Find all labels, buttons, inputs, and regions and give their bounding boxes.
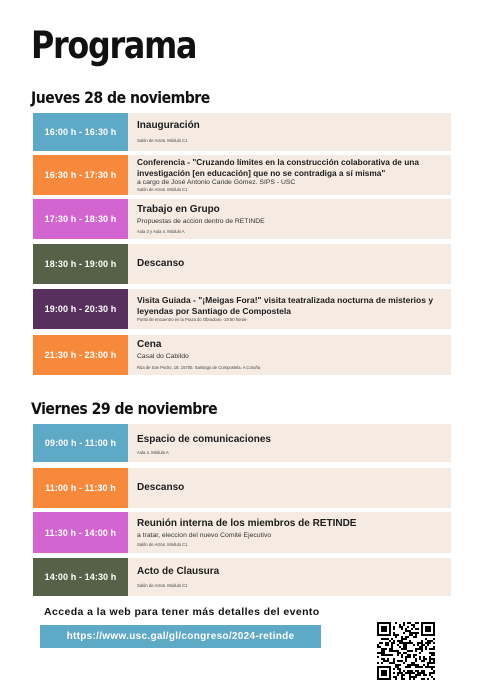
event-location: Salón de Actos. Módulo C1 <box>137 138 188 143</box>
event-title: Espacio de comunicaciones <box>137 434 271 445</box>
event-location: Aula 4. Módulo A <box>137 450 169 455</box>
day-heading-friday: Viernes 29 de noviembre <box>31 399 218 418</box>
event-location: Salón de Actos. Módulo C1 <box>137 541 188 547</box>
event-time: 11:00 h - 11:30 h <box>33 468 128 508</box>
event-title: Acto de Clausura <box>137 565 220 577</box>
event-time: 14:00 h - 14:30 h <box>33 558 128 596</box>
event-row <box>33 335 451 375</box>
cta-text: Acceda a la web para tener más detalles del evento <box>44 606 320 618</box>
event-title: Conferencia - "Cruzando límites en la construcción colaborativa de una investigación [en educación] que no se contradiga a sí misma" <box>137 157 419 178</box>
event-title: Inauguración <box>137 120 200 131</box>
event-title: Reunión interna de los miembros de RETINDE <box>137 517 357 529</box>
event-time: 17:30 h - 18:30 h <box>33 199 128 239</box>
event-subtitle: Casal do Cabildo <box>137 353 189 360</box>
event-location: Aula 3 y Aula 4. Módulo A <box>137 228 185 234</box>
event-location: Salón de Actos. Módulo C1 <box>137 187 188 192</box>
event-time: 16:00 h - 16:30 h <box>33 113 128 151</box>
event-title: Cena <box>137 339 162 350</box>
event-subtitle: Propuestas de acción dentro de RETINDE <box>137 217 265 225</box>
event-location: Rúa de San Pedro, 18. 15705. Santiago de Compostela. A Coruña <box>137 365 261 370</box>
event-row <box>33 424 451 462</box>
event-title: Descanso <box>137 482 185 493</box>
event-row <box>33 244 451 284</box>
event-row <box>33 512 451 553</box>
event-url-link[interactable]: https://www.usc.gal/gl/congreso/2024-retinde <box>40 625 321 648</box>
event-subtitle: a cargo de José Antonio Caride Gómez. SIPS - USC <box>137 179 296 186</box>
event-time: 21:30 h - 23:00 h <box>33 335 128 375</box>
event-time: 16:30 h - 17:30 h <box>33 155 128 195</box>
qr-code-icon[interactable] <box>377 622 435 680</box>
event-location: Punto de encuentro en la Praza do Obradoiro -19:50 horas- <box>137 317 248 322</box>
event-row <box>33 289 451 329</box>
event-row <box>33 199 451 239</box>
event-time: 11:30 h - 14:00 h <box>33 512 128 553</box>
event-title: Descanso <box>137 258 185 269</box>
event-title: Trabajo en Grupo <box>137 203 220 215</box>
event-title: Visita Guiada - "¡Meigas Fora!" visita teatralizada nocturna de misterios y leyendas por Santiago de Compostela <box>137 295 434 316</box>
event-time: 09:00 h - 11:00 h <box>33 424 128 462</box>
event-time: 18:30 h - 19:00 h <box>33 244 128 284</box>
event-row <box>33 558 451 596</box>
event-row <box>33 113 451 151</box>
event-row <box>33 155 451 195</box>
page-title: Programa <box>31 24 197 67</box>
event-subtitle: a tratar, eleccion del nuevo Comité Ejecutivo <box>137 531 272 539</box>
day-heading-thursday: Jueves 28 de noviembre <box>31 88 210 107</box>
event-location: Salón de Actos. Módulo C1 <box>137 582 188 588</box>
event-row <box>33 468 451 508</box>
event-time: 19:00 h - 20:30 h <box>33 289 128 329</box>
